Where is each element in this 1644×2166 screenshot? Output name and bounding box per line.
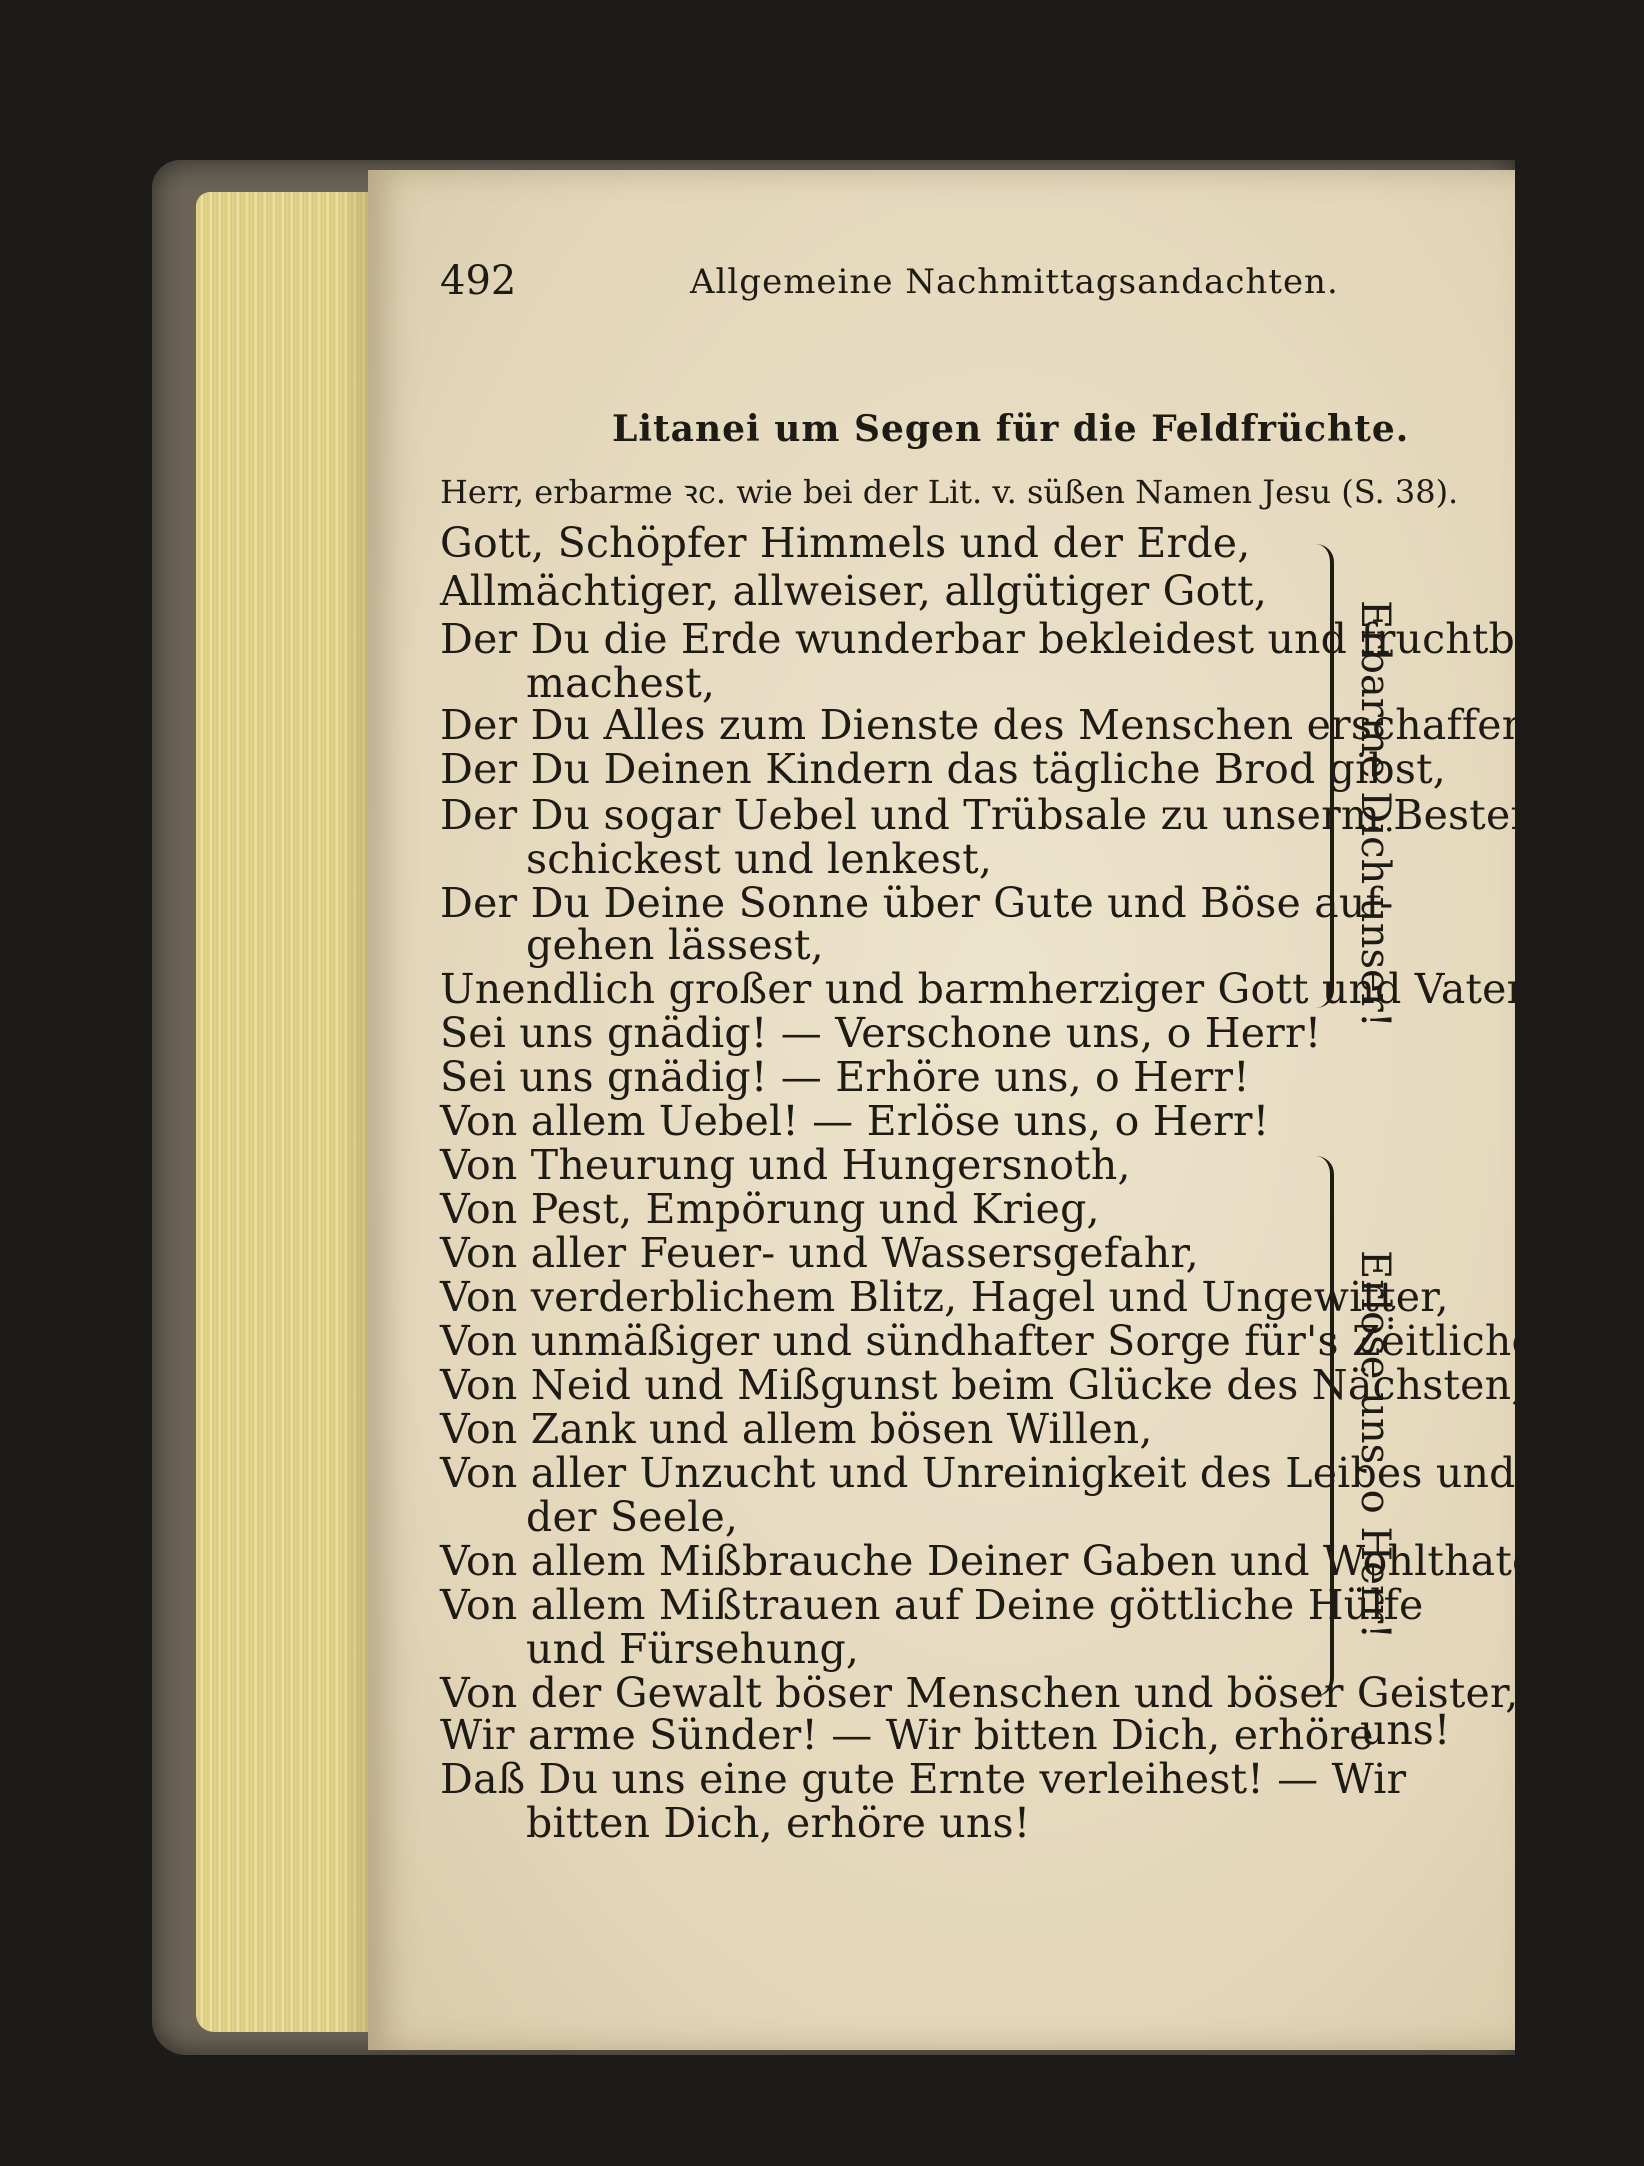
block1-line: Gott, Schöpfer Himmels und der Erde,	[440, 519, 1251, 567]
block2-brace	[1312, 1156, 1334, 1696]
block2-response: Erlöse uns, o Herr!	[1352, 1250, 1398, 1640]
block1-line: Der Du Alles zum Dienste des Menschen erschaffen hast,	[440, 701, 1644, 749]
block1-line: Allmächtiger, allweiser, allgütiger Gott,	[440, 567, 1268, 615]
block1-line: schickest und lenkest,	[526, 835, 993, 883]
block2-line: Von verderblichem Blitz, Hagel und Ungewitter,	[440, 1273, 1449, 1321]
block1-response: Erbarme Dich unser!	[1352, 600, 1398, 1028]
block1-line: Der Du Deinen Kindern das tägliche Brod gibst,	[440, 745, 1446, 793]
block2-line: Von unmäßiger und sündhafter Sorge für's Zeitliche,	[440, 1317, 1550, 1365]
block1-line: Unendlich großer und barmherziger Gott und Vater,	[440, 965, 1536, 1013]
block2-line: Von Pest, Empörung und Krieg,	[440, 1185, 1100, 1233]
closing-line: Daß Du uns eine gute Ernte verleihest! — Wir	[440, 1755, 1407, 1803]
block2-line: Von Theurung und Hungersnoth,	[440, 1141, 1131, 1189]
block1-line: gehen lässest,	[526, 921, 824, 969]
block2-line: Von aller Feuer- und Wassersgefahr,	[440, 1229, 1199, 1277]
closing-line: Wir arme Sünder! — Wir bitten Dich, erhöre	[440, 1711, 1374, 1759]
running-head: Allgemeine Nachmittagsandachten.	[690, 262, 1339, 302]
block2-line: Von allem Mißbrauche Deiner Gaben und Wohlthaten,	[440, 1537, 1577, 1585]
block1-brace	[1312, 544, 1334, 1008]
page-number: 492	[440, 258, 517, 304]
litany-title: Litanei um Segen für die Feldfrüchte.	[612, 408, 1410, 450]
block1-line: machest,	[526, 659, 716, 707]
middle-line: Sei uns gnädig! — Erhöre uns, o Herr!	[440, 1053, 1250, 1101]
block2-line: und Fürsehung,	[526, 1625, 860, 1673]
block2-line: Von aller Unzucht und Unreinigkeit des Leibes und	[440, 1449, 1516, 1497]
block1-line: Der Du sogar Uebel und Trübsale zu unserm Besten	[440, 791, 1538, 839]
closing-line-end: uns!	[1360, 1706, 1451, 1754]
block1-line: Der Du Deine Sonne über Gute und Böse auf-	[440, 879, 1394, 927]
block2-line: Von der Gewalt böser Menschen und böser Geister,	[440, 1669, 1519, 1717]
block1-line: Der Du die Erde wunderbar bekleidest und fruchtbar	[440, 615, 1560, 663]
block2-line: Von Zank und allem bösen Willen,	[440, 1405, 1153, 1453]
middle-line: Sei uns gnädig! — Verschone uns, o Herr!	[440, 1009, 1322, 1057]
block2-line: der Seele,	[526, 1493, 739, 1541]
block2-line: Von Neid und Mißgunst beim Glücke des Nächsten,	[440, 1361, 1525, 1409]
closing-line: bitten Dich, erhöre uns!	[526, 1799, 1031, 1847]
block2-line: Von allem Mißtrauen auf Deine göttliche Hülfe	[440, 1581, 1424, 1629]
litany-intro: Herr, erbarme ꝛc. wie bei der Lit. v. süßen Namen Jesu (S. 38).	[440, 473, 1459, 511]
middle-line: Von allem Uebel! — Erlöse uns, o Herr!	[440, 1097, 1270, 1145]
